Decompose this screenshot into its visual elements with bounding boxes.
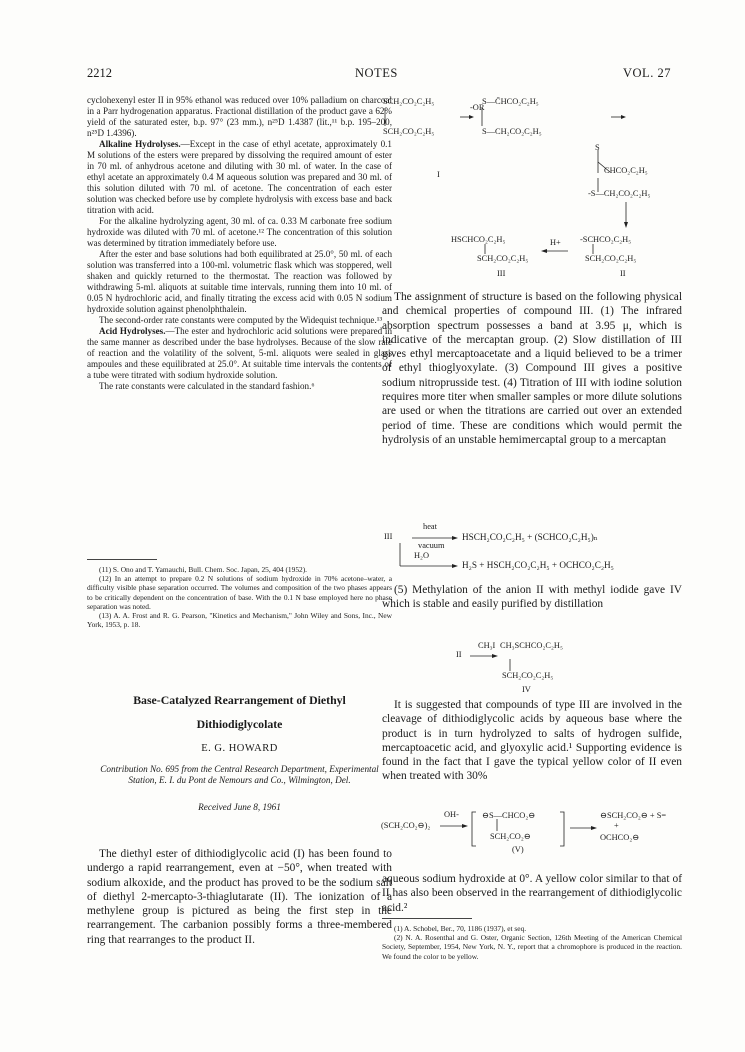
structure-assignment [382,290,682,447]
compound-IV-bottom: SCH₂CO₂C₂H₅ [502,671,554,680]
article-title-line2: Dithiodiglycolate [196,717,283,731]
intermediate-V-bottom: SCH₂CO₂⊖ [490,832,531,841]
methylation-text [382,583,682,612]
paragraph: For the alkaline hydrolyzing agent, 30 ml. of ca. 0.33 M carbonate free sodium hydroxide was diluted with 70 ml. of acetone.¹² The concentration of this solution was determined by titration immediately before use. [87,216,392,248]
carbanion-top: S—C̄HCO₂C₂H₅ [482,97,539,106]
paragraph: The assignment of structure is based on the following physical and chemical properties of compound III. (1) The infrared absorption spectrum possesses a band at 3.95 μ, which is indicative of the mercaptan group. (2) Slow distillation of III gives ethyl mercaptoacetate and a liquid believed to be a trimer of ethyl thioglyoxylate. (3) Compound III gives a positive sodium nitroprusside test. (4) Titration of III with iodine solution requires more titer when smaller samples or more dilute solutions are used or when the titrations are carried out over an extended period of time. These are conditions which would permit the hydrolysis of an unstable hemimercaptal group to a mercaptan [382,291,682,446]
label-IV: IV [522,685,531,694]
label-III: III [497,269,506,278]
footnote: (1) A. Schobel, Ber., 70, 1186 (1937), et seq. [394,924,527,933]
products-top: ⊖SCH₂CO₂⊖ + S= [600,811,667,820]
paragraph: It is suggested that compounds of type III are involved in the cleavage of dithiodiglycolic acids by aqueous base where the product is in turn hydrolyzed to salts of hydrogen sulfide, mercaptoacetic acid, and glyoxylic acid.¹ Supporting evidence is found in the fact that I gave the typical yellow color of II even when treated with 30% [382,699,682,783]
products-hydrolysis: H₂S + HSCH₂CO₂C₂H₅ + OCHCO₂C₂H₅ [462,560,614,570]
ring-sulfur: S [595,143,600,152]
paragraph-text: —Except in the case of ethyl acetate, approximately 0.1 M solutions of the esters were prepared by dissolving the required amount of ester in 70 ml. of anhydrous acetone and diluting with 30 ml. of water. In the case of ethyl acetate an approximately 0.4 M aqueous solution was prepared and 30 ml. of this solution diluted with 70 ml. of acetone. The concentration of each ester solution was checked before use by complete hydrolysis with excess base and back titration with acid. [87,139,392,215]
mechanism-text [382,698,682,784]
author: E. G. HOWARD [201,743,278,754]
affiliation: Contribution No. 695 from the Central Research Department, Experimental Station, E. I. du Pont de Nemours and Co., Wilmington, Del. [100,764,379,785]
subheading: Acid Hydrolyses. [99,326,166,336]
compound-II-top: -SCHCO₂C₂H₅ [580,235,632,244]
start-III: III [384,532,393,541]
compound-I-bottom: SCH₂CO₂C₂H₅ [383,127,435,136]
running-head: NOTES [355,66,398,80]
reagent-methyl-iodide: CH₃I [478,641,496,650]
products-bottom: OCHCO₂⊖ [600,833,640,842]
paragraph: The diethyl ester of dithiodiglycolic acid (I) has been found to undergo a rapid rearrangement, even at −50°, when treated with sodium alkoxide, and the product has proved to be the sodium salt of diethyl 2-mercapto-3-thiaglutarate (II). The ionization of a methylene group is pictured as being the first step in the rearrangement. The carbanion possibly forms a three-membered ring that rearranges to the product II. [87,848,392,946]
label-I: I [437,170,440,179]
yellow-color-text [382,872,682,915]
paragraph: The second-order rate constants were computed by the Widequist technique.¹³ [99,315,383,325]
label-V: (V) [512,845,524,854]
footnote: (12) In an attempt to prepare 0.2 N solutions of sodium hydroxide in 70% acetone–water, a difficulty visible phase separation occurred. The volumes and composition of the two phases appears to be critically dependent on the concentration of base. With the 0.1 N base employed here no phase separation was noted. [87,574,392,611]
compound-I-top: SCH₂CO₂C₂H₅ [383,97,435,106]
article-title: Base-Catalyzed Rearrangement of Diethyl [133,693,346,707]
paragraph: cyclohexenyl ester II in 95% ethanol was reduced over 10% palladium on charcoal in a Parr hydrogenation apparatus. Fractional distillation of the product gave a 62% yield of the saturated ester, b.p. 97° (23 mm.), n²⁵D 1.4387 (lit.,¹¹ b.p. 195–200, n²⁵D 1.4396). [87,95,392,138]
condition-heat: heat [423,522,437,531]
intermediate-V-top: ⊖S—CHCO₂⊖ [482,811,536,820]
footnote: (13) A. A. Frost and R. G. Pearson, "Kinetics and Mechanism," John Wiley and Sons, Inc., New York, 1953, p. 18. [87,611,392,630]
subheading: Alkaline Hydrolyses. [99,139,181,149]
compound-II-bottom: SCH₂CO₂C₂H₅ [585,254,637,263]
compound-IV-top: CH₃SCHCO₂C₂H₅ [500,641,563,650]
paragraph: After the ester and base solutions had both equilibrated at 25.0°, 50 ml. of each solution was transferred into a 100-ml. volumetric flask which was stoppered, well shaken and quickly returned to the thermostat. The reaction was followed by withdrawing 5-ml. aliquots at suitable time intervals, running them into 10 ml. of 0.05 N hydrochloric acid, and finally titrating the excess acid with 0.05 N sodium hydroxide solution against phenolphthalein. [87,249,392,314]
plus-sign: + [614,821,619,830]
condition-vacuum: vacuum [418,541,445,550]
volume-label: VOL. 27 [623,66,671,80]
start-II: II [456,650,462,659]
products-heat: HSCH₂CO₂C₂H₅ + (SCHCO₂C₂H₅)ₙ [462,532,598,542]
compound-III-top: HSCHCO₂C₂H₅ [451,235,506,244]
footnote-rule [382,918,472,919]
paragraph: (5) Methylation of the anion II with methyl iodide gave IV which is stable and easily purified by distillation [382,584,682,611]
received-date: Received June 8, 1961 [198,802,281,812]
paragraph-text: —The ester and hydrochloric acid solutions were prepared in the same manner as described under the base hydrolyses. Because of the slow rate of reaction and the volatility of the solvent, 5-ml. aliquots were sealed in glass ampoules and these equilibrated at 25.0°. At suitable time intervals the contents of a tube were titrated with sodium hydroxide solution. [87,326,392,380]
reagent-hydroxide: OH- [444,810,459,819]
compound-III-bottom: SCH₂CO₂C₂H₅ [477,254,529,263]
start-diacid: (SCH₂CO₂⊖)₂ [381,821,431,830]
paragraph: aqueous sodium hydroxide at 0°. A yellow color similar to that of II has also been observed in the rearrangement of dithiodiglycolic acid.² [382,873,682,914]
footnote: (11) S. Ono and T. Yamauchi, Bull. Chem. Soc. Japan, 25, 404 (1952). [99,565,308,574]
reagent-alkoxide: -OR [470,103,485,112]
ring-bottom: -S—CH₂CO₂C₂H₅ [588,189,651,198]
right-footnotes [382,918,682,961]
label-II: II [620,269,626,278]
paragraph: The rate constants were calculated in the standard fashion.⁶ [99,381,315,391]
footnote: (2) N. A. Rosenthal and G. Oster, Organic Section, 126th Meeting of the American Chemical Society, September, 1954, New York, N. Y., report that a chromophore is produced in the reaction. We found the color to be yellow. [382,933,682,961]
condition-water: H₂O [414,551,430,560]
page-number: 2212 [87,66,112,80]
ring-top: CHCO₂C₂H₅ [604,166,648,175]
carbanion-bottom: S—CH₂CO₂C₂H₅ [482,127,542,136]
reagent-acid: H+ [550,238,561,247]
